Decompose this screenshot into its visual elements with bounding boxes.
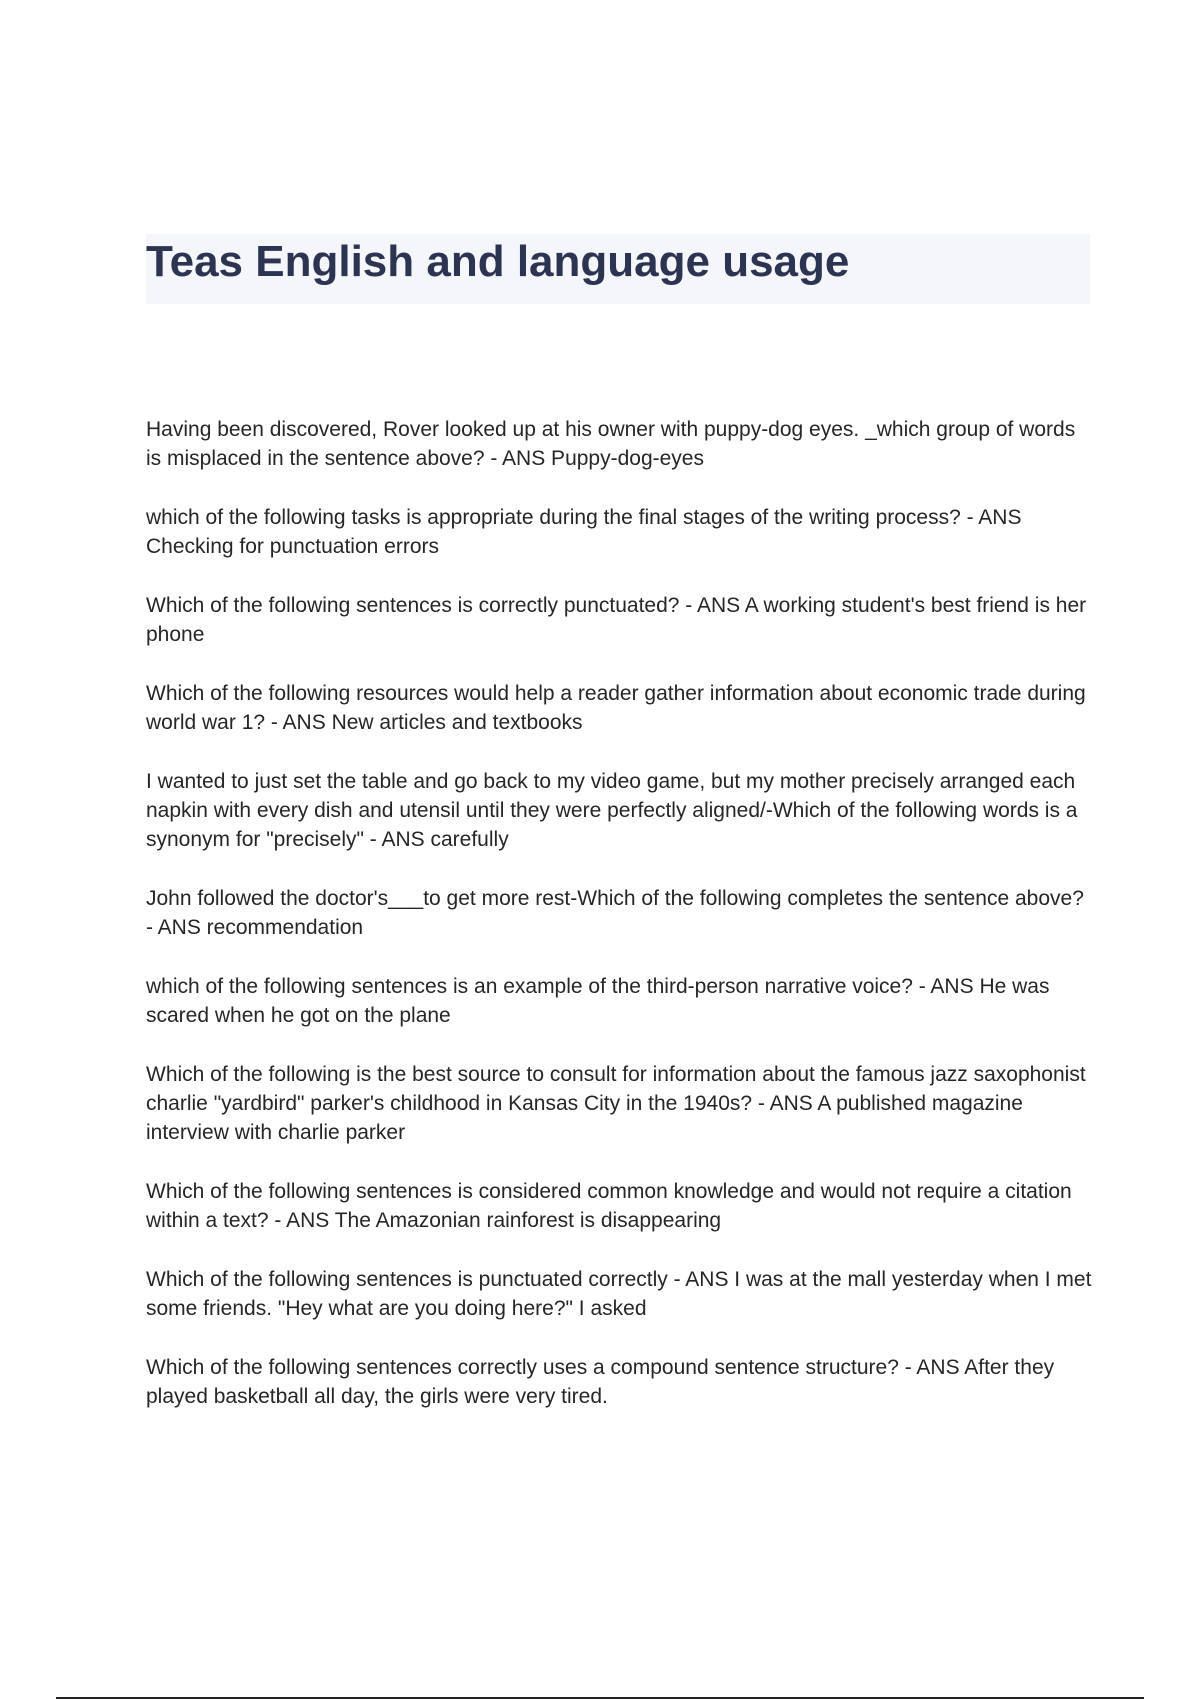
question-answer-list [146,415,1096,1441]
qa-item: Which of the following sentences is considered common knowledge and would not require a citation within a text? - ANS The Amazonian rainforest is disappearing [146,1180,1072,1232]
qa-item: which of the following sentences is an example of the third-person narrative voice? - ANS He was scared when he got on the plane [146,975,1050,1027]
qa-item: Which of the following sentences is punctuated correctly - ANS I was at the mall yesterday when I met some friends. "Hey what are you doing here?" I asked [146,1268,1092,1320]
footer-divider [56,1697,1144,1699]
qa-item: Which of the following sentences correctly uses a compound sentence structure? - ANS After they played basketball all day, the girls were very tired. [146,1356,1055,1408]
qa-item: I wanted to just set the table and go back to my video game, but my mother precisely arranged each napkin with every dish and utensil until they were perfectly aligned/-Which of the following words is a synonym for "precisely" - ANS carefully [146,770,1078,851]
qa-item: Having been discovered, Rover looked up at his owner with puppy-dog eyes. _which group of words is misplaced in the sentence above? - ANS Puppy-dog-eyes [146,418,1076,470]
document-title: Teas English and language usage [146,237,850,286]
qa-item: which of the following tasks is appropriate during the final stages of the writing process? - ANS Checking for punctuation errors [146,506,1022,558]
qa-item: John followed the doctor's___to get more rest-Which of the following completes the sentence above? - ANS recommendation [146,887,1084,939]
qa-item: Which of the following sentences is correctly punctuated? - ANS A working student's best friend is her phone [146,594,1087,646]
qa-item: Which of the following resources would help a reader gather information about economic trade during world war 1? - ANS New articles and textbooks [146,682,1086,734]
qa-item: Which of the following is the best source to consult for information about the famous jazz saxophonist charlie "yardbird" parker's childhood in Kansas City in the 1940s? - ANS A published magazine interview with charlie parker [146,1063,1086,1144]
